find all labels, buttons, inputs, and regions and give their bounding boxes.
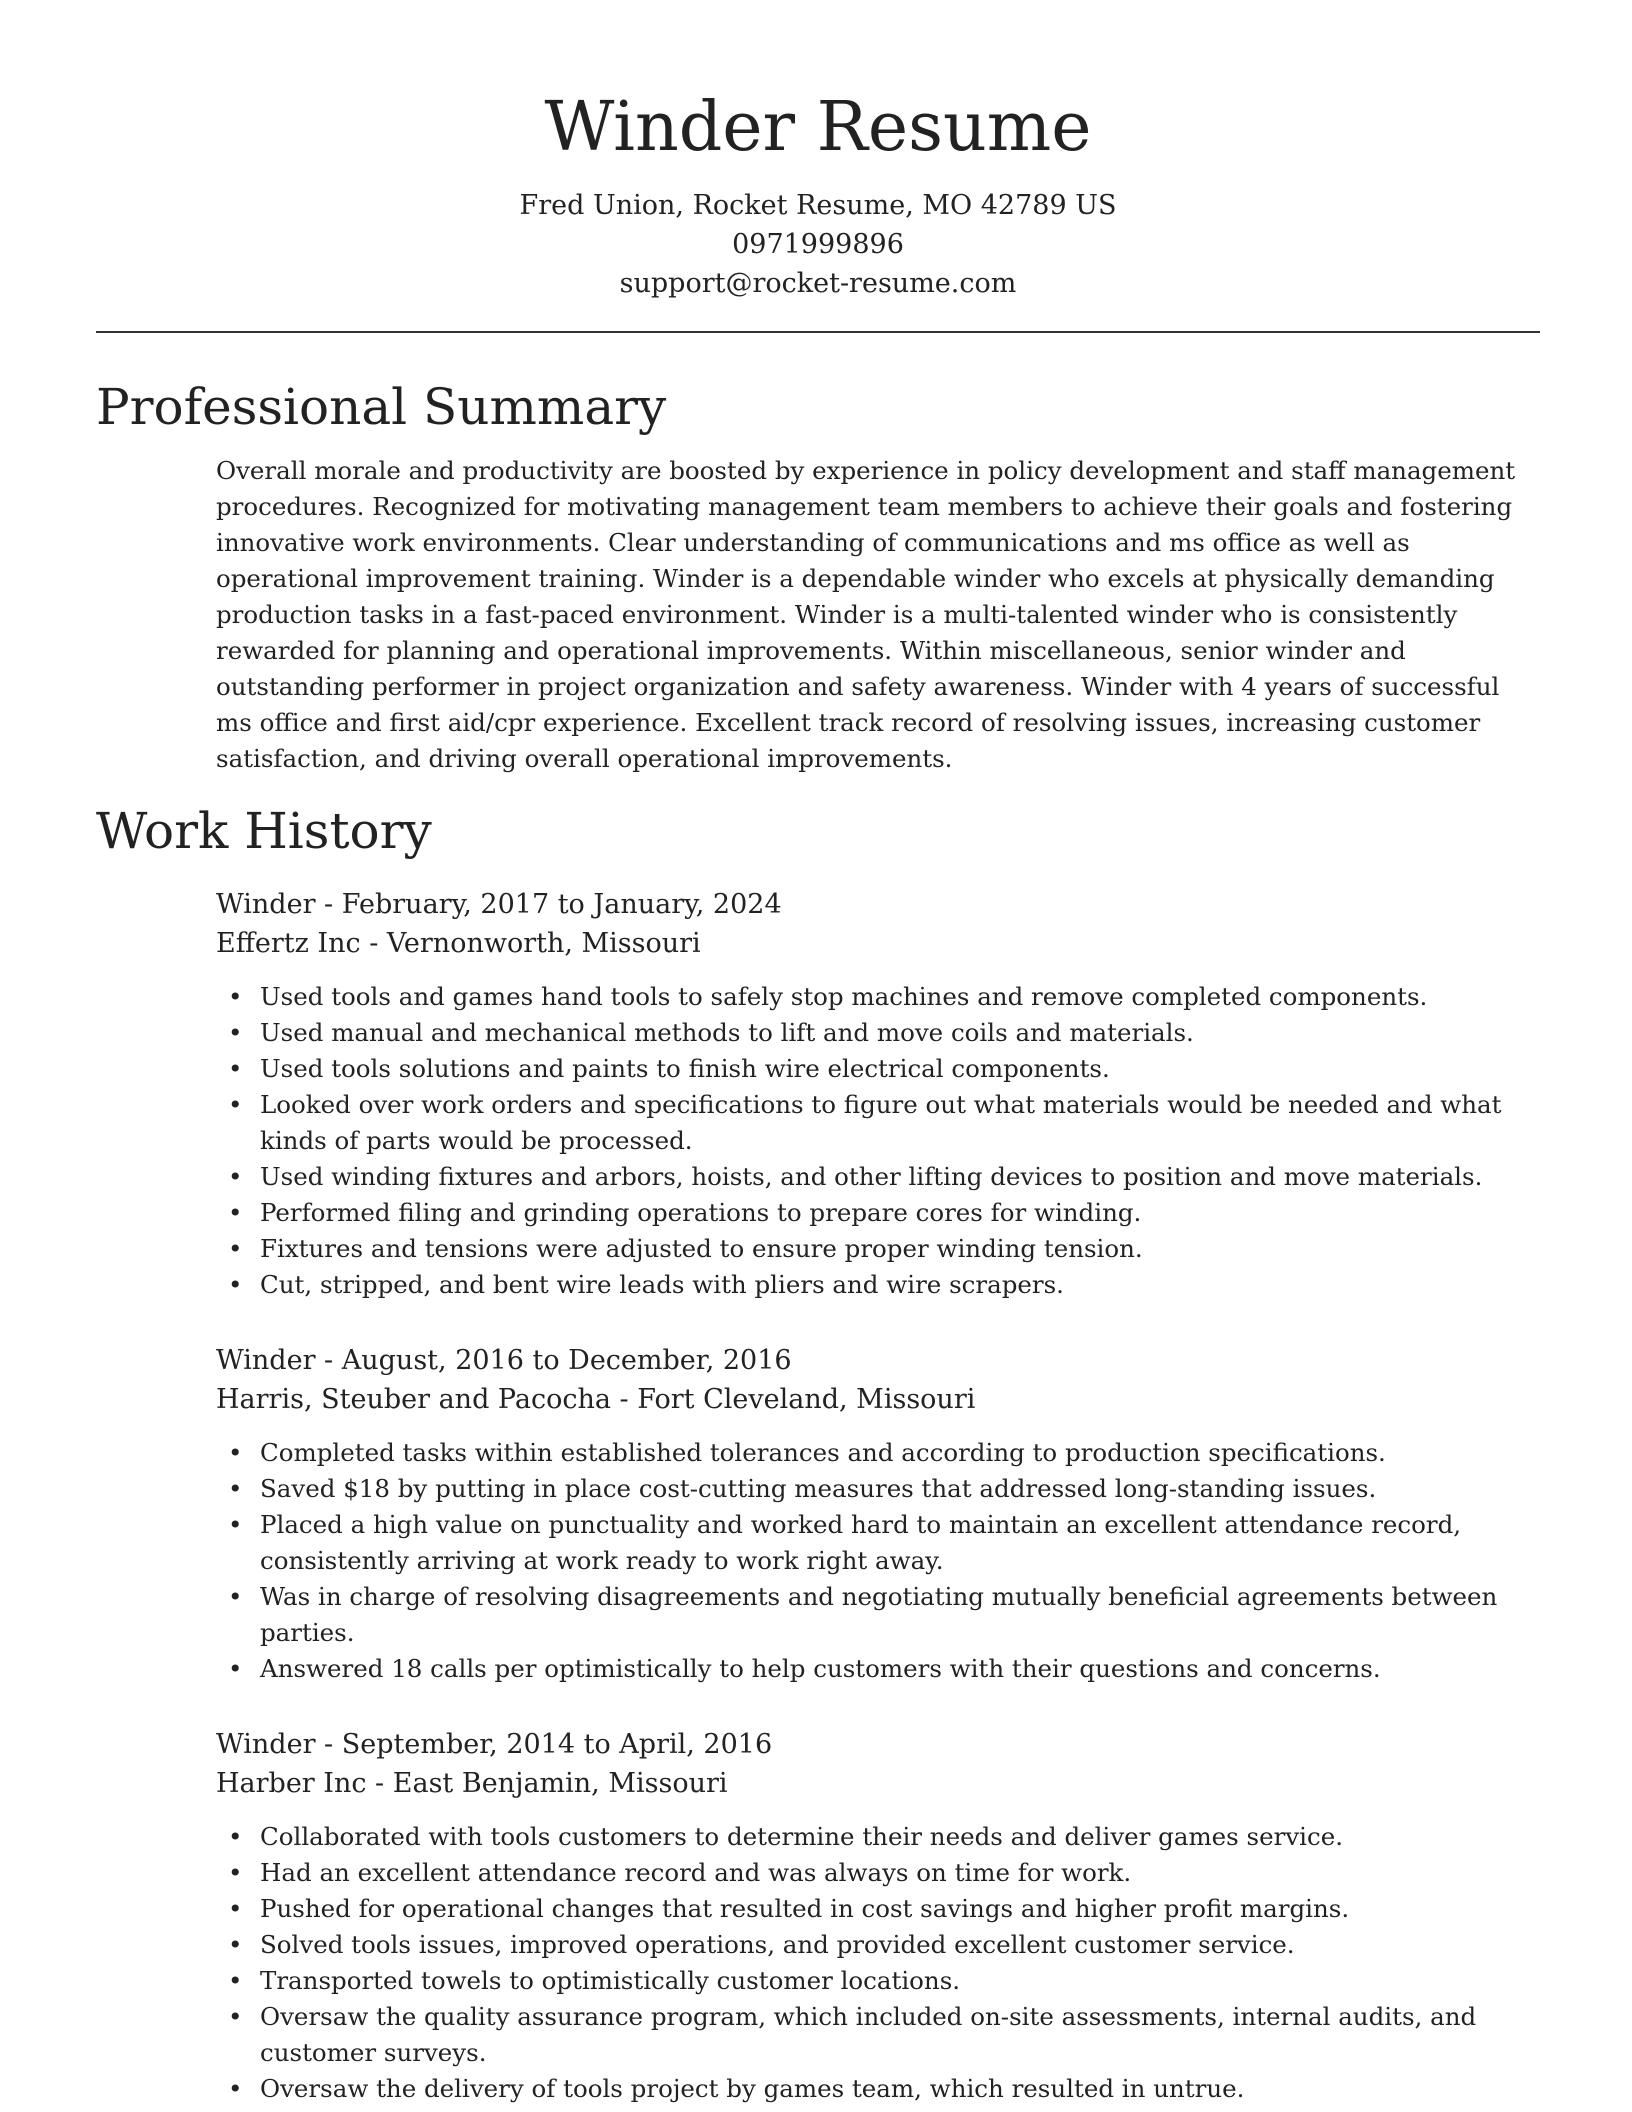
- job-entry: [216, 1341, 1540, 1687]
- job-entry: [216, 1725, 1540, 2107]
- header-divider: [96, 331, 1540, 333]
- contact-phone: 0971999896: [732, 229, 904, 260]
- job-bullet-item: • Saved $18 by putting in place cost-cutting measures that addressed long-standing issues.: [216, 1471, 1540, 1507]
- summary-heading: Professional Summary: [96, 378, 667, 436]
- job-bullet-item: • Oversaw the quality assurance program, which included on-site assessments, internal audits, and customer surveys.: [216, 1999, 1540, 2071]
- job-bullets: [216, 1435, 1540, 1687]
- job-company-location: Harber Inc - East Benjamin, Missouri: [216, 1768, 728, 1799]
- job-bullet-item: • Used winding fixtures and arbors, hoists, and other lifting devices to position and move materials.: [216, 1159, 1540, 1195]
- job-company-location: Harris, Steuber and Pacocha - Fort Cleveland, Missouri: [216, 1384, 976, 1415]
- job-company-location: Effertz Inc - Vernonworth, Missouri: [216, 928, 701, 959]
- resume-header: [96, 0, 1540, 303]
- job-role-dates: Winder - September, 2014 to April, 2016: [216, 1729, 773, 1760]
- job-bullet-item: • Fixtures and tensions were adjusted to ensure proper winding tension.: [216, 1231, 1540, 1267]
- job-bullet-item: • Placed a high value on punctuality and worked hard to maintain an excellent attendance record, consistently arriving at work ready to work right away.: [216, 1507, 1540, 1579]
- job-bullet-item: • Oversaw the delivery of tools project by games team, which resulted in untrue.: [216, 2071, 1540, 2107]
- job-bullet-item: • Completed tasks within established tolerances and according to production specifications.: [216, 1435, 1540, 1471]
- job-bullets: [216, 979, 1540, 1303]
- job-bullet-item: • Cut, stripped, and bent wire leads with pliers and wire scrapers.: [216, 1267, 1540, 1303]
- job-bullet-item: • Looked over work orders and specifications to figure out what materials would be needed and what kinds of parts would be processed.: [216, 1087, 1540, 1159]
- resume-title: Winder Resume: [544, 88, 1092, 167]
- work-history-list: [96, 885, 1540, 2107]
- job-bullet-item: • Solved tools issues, improved operations, and provided excellent customer service.: [216, 1927, 1540, 1963]
- job-bullet-item: • Transported towels to optimistically customer locations.: [216, 1963, 1540, 1999]
- job-role-dates: Winder - August, 2016 to December, 2016: [216, 1345, 792, 1376]
- job-entry: [216, 885, 1540, 1303]
- job-bullet-item: • Used manual and mechanical methods to lift and move coils and materials.: [216, 1015, 1540, 1051]
- job-bullet-item: • Used tools solutions and paints to finish wire electrical components.: [216, 1051, 1540, 1087]
- job-bullet-item: • Had an excellent attendance record and was always on time for work.: [216, 1855, 1540, 1891]
- job-bullet-item: • Pushed for operational changes that resulted in cost savings and higher profit margins.: [216, 1891, 1540, 1927]
- job-bullet-item: • Was in charge of resolving disagreements and negotiating mutually beneficial agreements between parties.: [216, 1579, 1540, 1651]
- job-role-dates: Winder - February, 2017 to January, 2024: [216, 889, 782, 920]
- job-bullet-item: • Used tools and games hand tools to safely stop machines and remove completed components.: [216, 979, 1540, 1015]
- summary-text: Overall morale and productivity are boosted by experience in policy development and staff management procedures. Recognized for motivating management team members to achieve their goals and fostering innovative work environments. Clear understanding of communications and ms office as well as operational improvement training. Winder is a dependable winder who excels at physically demanding production tasks in a fast-paced environment. Winder is a multi-talented winder who is consistently rewarded for planning and operational improvements. Within miscellaneous, senior winder and outstanding performer in project organization and safety awareness. Winder with 4 years of successful ms office and first aid/cpr experience. Excellent track record of resolving issues, increasing customer satisfaction, and driving overall operational improvements.: [216, 456, 1516, 773]
- contact-address: Fred Union, Rocket Resume, MO 42789 US: [519, 190, 1117, 221]
- work-history-heading: Work History: [96, 802, 432, 860]
- job-bullet-item: • Collaborated with tools customers to determine their needs and deliver games service.: [216, 1819, 1540, 1855]
- resume-page: [96, 0, 1540, 2107]
- job-bullet-item: • Answered 18 calls per optimistically to help customers with their questions and concerns.: [216, 1651, 1540, 1687]
- job-bullets: [216, 1819, 1540, 2107]
- contact-email: support@rocket-resume.com: [619, 268, 1017, 299]
- job-bullet-item: • Performed filing and grinding operations to prepare cores for winding.: [216, 1195, 1540, 1231]
